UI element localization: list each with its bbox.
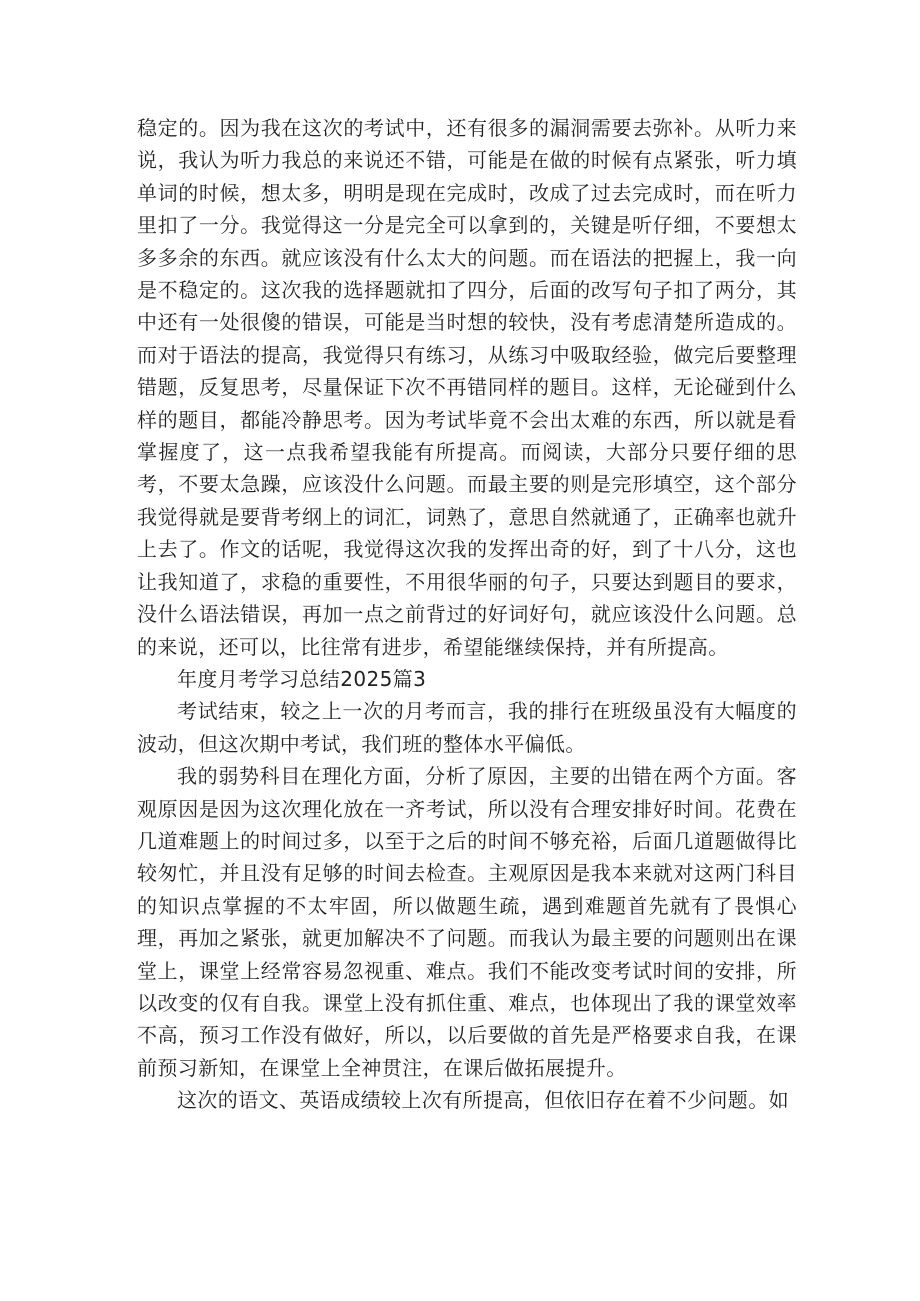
section-title: 年度月考学习总结2025篇3 [177,666,427,691]
paragraph-2: 我的弱势科目在理化方面，分析了原因，主要的出错在两个方面。客观原因是因为这次理化放在一齐考试，所以没有合理安排好时间。花费在几道难题上的时间过多，以至于之后的时间不够充裕，后面几道题做得比较匆忙，并且没有足够的时间去检查。主观原因是我本来就对这两门科目的知识点掌握的不太牢固，所以做题生疏，遇到难题首先就有了畏惧心理，再加之紧张，就更加解决不了问题。而我认为最主要的问题则出在课堂上，课堂上经常容易忽视重、难点。我们不能改变考试时间的安排，所以改变的仅有自我。课堂上没有抓住重、难点，也体现出了我的课堂效率不高，预习工作没有做好，所以，以后要做的首先是严格要求自我，在课前预习新知，在课堂上全神贯注，在课后做拓展提升。 [137,764,797,1080]
paragraph-continuation: 稳定的。因为我在这次的考试中，还有很多的漏洞需要去弥补。从听力来说，我认为听力我总的来说还不错，可能是在做的时候有点紧张，听力填单词的时候，想太多，明明是现在完成时，改成了过去完成时，而在听力里扣了一分。我觉得这一分是完全可以拿到的，关键是听仔细，不要想太多多余的东西。就应该没有什么太大的问题。而在语法的把握上，我一向是不稳定的。这次我的选择题就扣了四分，后面的改写句子扣了两分，其中还有一处很傻的错误，可能是当时想的较快，没有考虑清楚所造成的。而对于语法的提高，我觉得只有练习，从练习中吸取经验，做完后要整理错题，反复思考，尽量保证下次不再错同样的题目。这样，无论碰到什么样的题目，都能冷静思考。因为考试毕竟不会出太难的东西，所以就是看掌握度了，这一点我希望我能有所提高。而阅读，大部分只要仔细的思考，不要太急躁，应该没什么问题。而最主要的则是完形填空，这个部分我觉得就是要背考纲上的词汇，词熟了，意思自然就通了，正确率也就升上去了。作文的话呢，我觉得这次我的发挥出奇的好，到了十八分，这也让我知道了，求稳的重要性，不用很华丽的句子，只要达到题目的要求，没什么语法错误，再加一点之前背过的好词好句，就应该没什么问题。总的来说，还可以，比往常有进步，希望能继续保持，并有所提高。 [137,116,797,659]
paragraph-1: 考试结束，较之上一次的月考而言，我的排行在班级虽没有大幅度的波动，但这次期中考试，我们班的整体水平偏低。 [137,699,797,756]
document-body [137,112,797,1117]
paragraph-3: 这次的语文、英语成绩较上次有所提高，但依旧存在着不少问题。如 [177,1088,789,1113]
